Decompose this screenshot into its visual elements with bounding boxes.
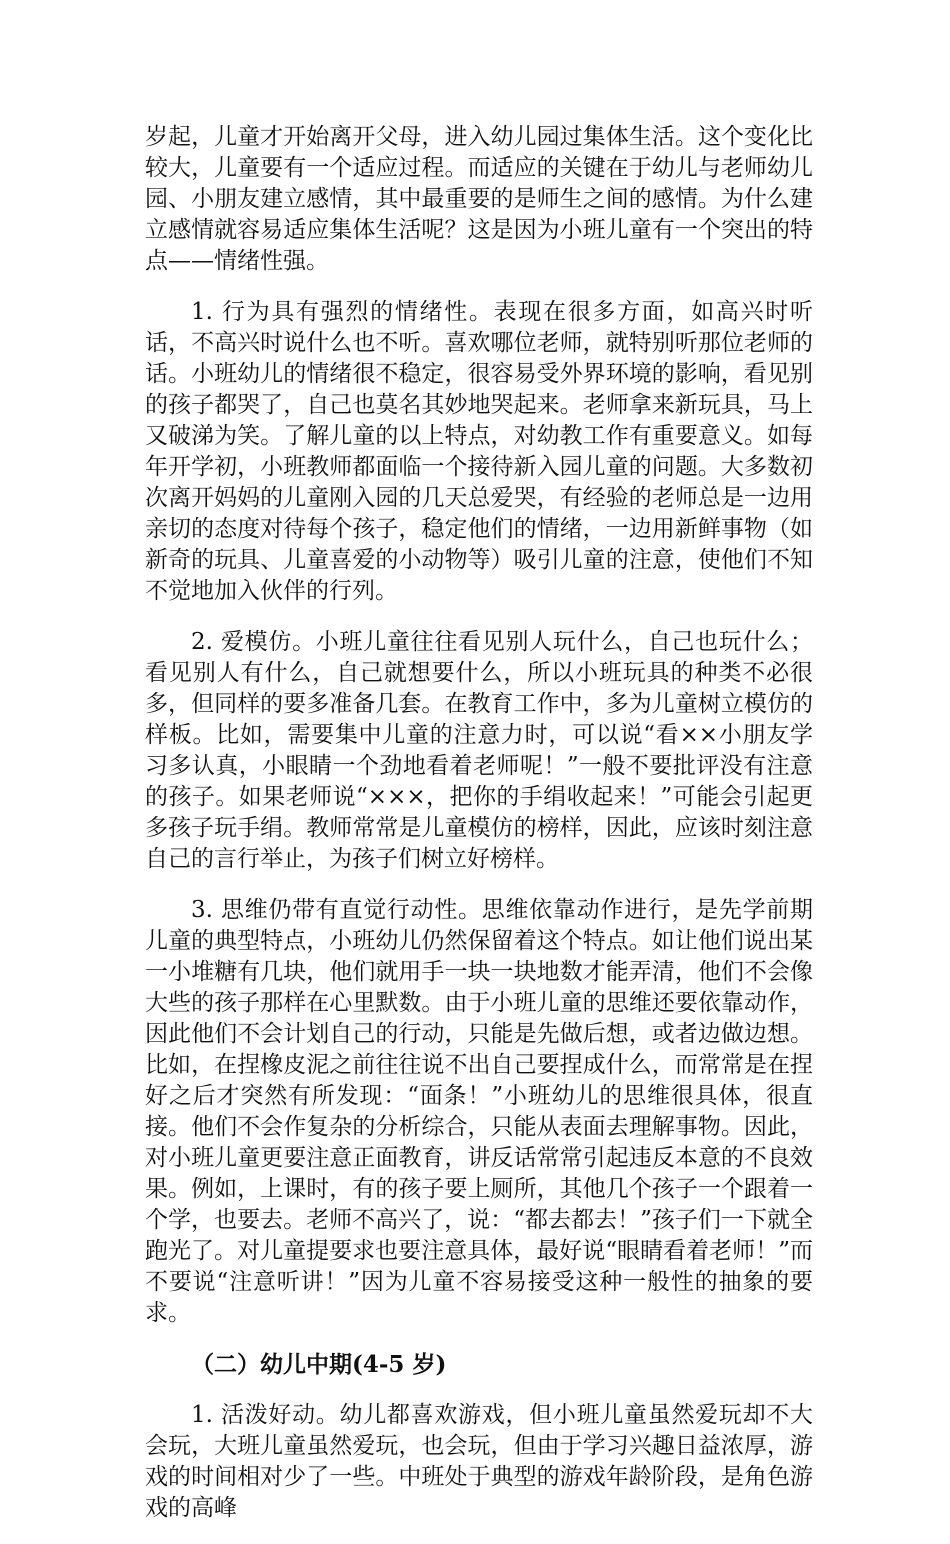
paragraph-emotionality: 1. 行为具有强烈的情绪性。表现在很多方面，如高兴时听话，不高兴时说什么也不听。喜欢哪位老师，就特别听那位老师的话。小班幼儿的情绪很不稳定，很容易受外界环境的影响，看见别的孩子都哭了，自己也莫名其妙地哭起来。老师拿来新玩具，马上又破涕为笑。了解儿童的以上特点，对幼教工作有重要意义。如每年开学初，小班教师都面临一个接待新入园儿童的问题。大多数初次离开妈妈的儿童刚入园的几天总爱哭，有经验的老师总是一边用亲切的态度对待每个孩子，稳定他们的情绪，一边用新鲜事物（如新奇的玩具、儿童喜爱的小动物等）吸引儿童的注意，使他们不知不觉地加入伙伴的行列。 [145,299,813,604]
paragraph-intuitive-thinking: 3. 思维仍带有直觉行动性。思维依靠动作进行，是先学前期儿童的典型特点，小班幼儿仍然保留着这个特点。如让他们说出某一小堆糖有几块，他们就用手一块一块地数才能弄清，他们不会像大些的孩子那样在心里默数。由于小班儿童的思维还要依靠动作，因此他们不会计划自己的行动，只能是先做后想，或者边做边想。比如，在捏橡皮泥之前往往说不出自己要捏成什么，而常常是在捏好之后才突然有所发现：“面条！”小班幼儿的思维很具体，很直接。他们不会作复杂的分析综合，只能从表面去理解事物。因此，对小班儿童更要注意正面教育，讲反话常常引起违反本意的不良效果。例如，上课时，有的孩子要上厕所，其他几个孩子一个跟着一个学，也要去。老师不高兴了，说：“都去都去！”孩子们一下就全跑光了。对儿童提要求也要注意具体，最好说“眼睛看着老师！”而不要说“注意听讲！”因为儿童不容易接受这种一般性的抽象的要求。 [145,897,813,1326]
paragraph-active: 1. 活泼好动。幼儿都喜欢游戏，但小班儿童虽然爱玩却不大会玩，大班儿童虽然爱玩，也会玩，但由于学习兴趣日益浓厚，游戏的时间相对少了一些。中班处于典型的游戏年龄阶段，是角色游戏的高峰 [145,1402,813,1521]
section-heading: （二）幼儿中期(4-5 岁) [191,1351,447,1378]
paragraph-intro: 岁起，儿童才开始离开父母，进入幼儿园过集体生活。这个变化比较大，儿童要有一个适应过程。而适应的关键在于幼儿与老师幼儿园、小朋友建立感情，其中最重要的是师生之间的感情。为什么建立感情就容易适应集体生活呢？这是因为小班儿童有一个突出的特点——情绪性强。 [145,124,813,274]
document-page [145,122,813,1544]
paragraph-imitation: 2. 爱模仿。小班儿童往往看见别人玩什么，自己也玩什么；看见别人有什么，自己就想要什么，所以小班玩具的种类不必很多，但同样的要多准备几套。在教育工作中，多为儿童树立模仿的样板。比如，需要集中儿童的注意力时，可以说“看××小朋友学习多认真，小眼睛一个劲地看着老师呢！”一般不要批评没有注意的孩子。如果老师说“×××，把你的手绢收起来！”可能会引起更多孩子玩手绢。教师常常是儿童模仿的榜样，因此，应该时刻注意自己的言行举止，为孩子们树立好榜样。 [145,629,813,872]
